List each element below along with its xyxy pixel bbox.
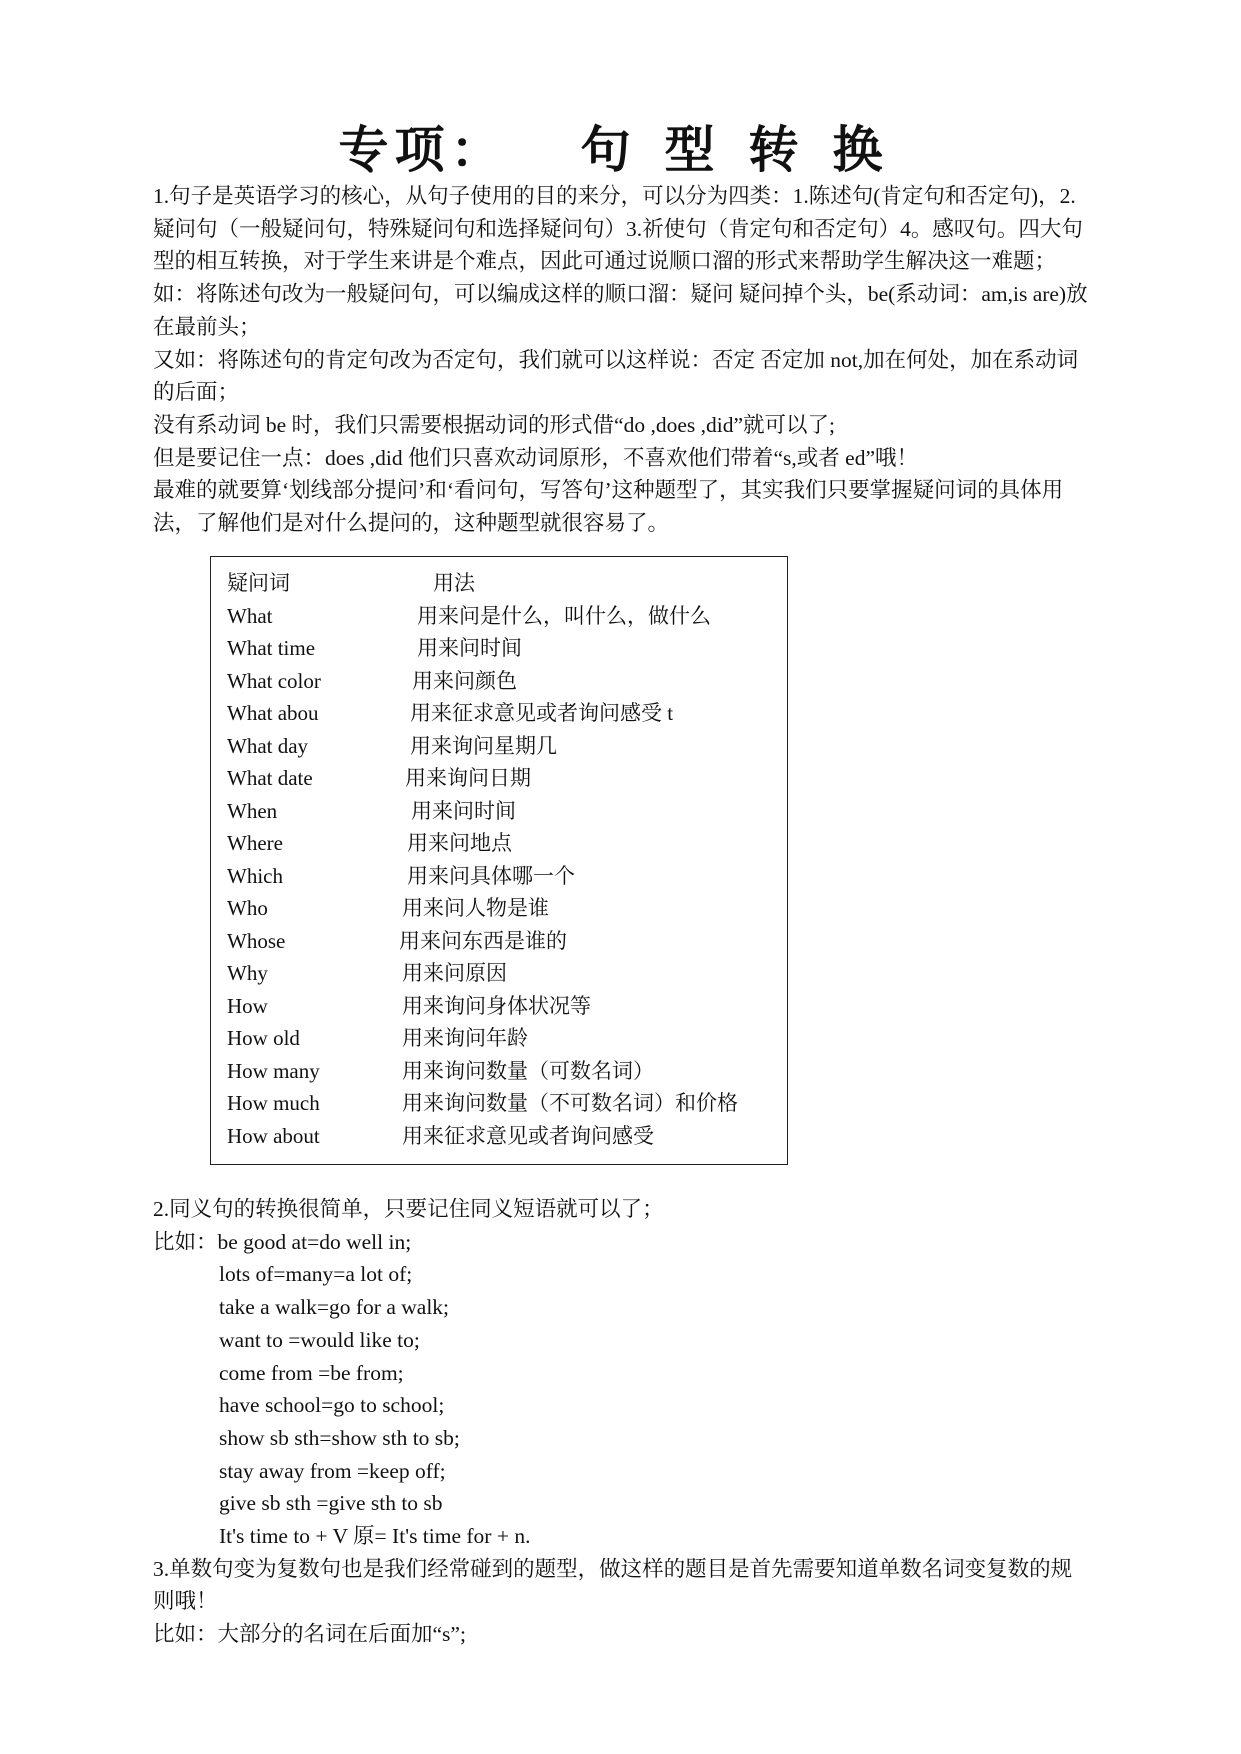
table-header-word: 疑问词 <box>227 571 290 595</box>
question-usage: 用来问地点 <box>407 831 512 855</box>
phrase-line: show sb sth=show sth to sb; <box>219 1425 460 1450</box>
question-word: How old <box>227 1026 300 1050</box>
question-word: How about <box>227 1123 320 1148</box>
intro-section <box>153 180 1093 540</box>
question-usage: 用来问时间 <box>411 798 516 823</box>
question-word-table <box>210 556 788 1165</box>
page-title <box>0 110 1241 182</box>
question-usage: 用来征求意见或者询问感受 t <box>410 701 674 725</box>
phrase-line: take a walk=go for a walk; <box>219 1295 450 1320</box>
example-lead: 比如： <box>153 1229 218 1254</box>
phrase: be good at=do well in; <box>217 1229 412 1254</box>
question-word: What color <box>227 668 321 693</box>
title-char: 型 <box>664 120 721 179</box>
question-usage: 用来问是什么，叫什么，做什么 <box>417 603 711 628</box>
intro-paragraph: 但是要记住一点：does ,did 他们只喜欢动词原形，不喜欢他们带着“s,或者 ed”哦！ <box>153 445 919 470</box>
question-usage: 用来征求意见或者询问感受 <box>402 1123 654 1148</box>
example-line: 比如：大部分的名词在后面加“s”; <box>153 1622 466 1647</box>
title-char: 转 <box>748 120 805 179</box>
question-usage: 用来问人物是谁 <box>402 896 549 920</box>
intro-paragraph: 最难的就要算‘划线部分提问’和‘看问句，写答句’这种题型了，其实我们只要掌握疑问词的具体用法，了解他们是对什么提问的，这种题型就很容易了。 <box>153 478 1064 536</box>
question-usage: 用来问原因 <box>402 961 507 985</box>
phrase-line: have school=go to school; <box>219 1393 445 1418</box>
question-usage: 用来询问数量（不可数名词）和价格 <box>402 1091 738 1115</box>
question-usage: 用来问东西是谁的 <box>399 928 567 953</box>
question-word: What day <box>227 733 309 758</box>
question-word: Whose <box>227 928 286 953</box>
section-heading: 2.同义句的转换很简单，只要记住同义短语就可以了； <box>153 1197 664 1221</box>
phrase-line <box>153 1226 1093 1259</box>
table-header-usage: 用法 <box>433 571 475 595</box>
question-word: Who <box>227 896 268 920</box>
question-word: What abou <box>227 701 319 725</box>
title-char: 句 <box>580 120 637 179</box>
section-2 <box>153 1193 1093 1651</box>
phrase-line: give sb sth =give sth to sb <box>219 1491 443 1516</box>
title-prefix: 专项： <box>338 120 507 179</box>
phrase-line: want to =would like to; <box>219 1327 420 1352</box>
question-usage: 用来询问数量（可数名词） <box>402 1058 654 1083</box>
question-word: How <box>227 993 268 1018</box>
question-word: How much <box>227 1091 320 1115</box>
intro-paragraph: 1.句子是英语学习的核心，从句子使用的目的来分，可以分为四类：1.陈述句(肯定句和否定句)，2.疑问句（一般疑问句，特殊疑问句和选择疑问句）3.祈使句（肯定句和否定句）4。感叹句。四大句型的相互转换，对于学生来讲是个难点，因此可通过说顺口溜的形式来帮助学生解决这一难题； <box>153 184 1083 274</box>
question-word: When <box>227 798 278 823</box>
phrase-line: lots of=many=a lot of; <box>219 1262 413 1287</box>
question-word: How many <box>227 1058 320 1083</box>
phrase-line: It's time to + V 原= It's time for + n. <box>219 1524 531 1549</box>
section-heading: 3.单数句变为复数句也是我们经常碰到的题型，做这样的题目是首先需要知道单数名词变复数的规则哦！ <box>153 1556 1073 1614</box>
intro-paragraph: 又如：将陈述句的肯定句改为否定句，我们就可以这样说：否定 否定加 not,加在何处，加在系动词的后面； <box>153 347 1079 405</box>
phrase-line: stay away from =keep off; <box>219 1458 446 1483</box>
question-word: Why <box>227 961 268 985</box>
question-word: Which <box>227 863 283 888</box>
question-word: What time <box>227 636 316 660</box>
title-char: 换 <box>832 120 889 179</box>
intro-paragraph: 没有系动词 be 时，我们只需要根据动词的形式借“do ,does ,did”就可以了; <box>153 412 835 437</box>
question-word: What <box>227 603 273 628</box>
intro-paragraph: 如：将陈述句改为一般疑问句，可以编成这样的顺口溜：疑问 疑问掉个头，be(系动词：am,is are)放在最前头； <box>153 282 1088 339</box>
question-usage: 用来询问星期几 <box>410 733 557 758</box>
question-word: Where <box>227 831 283 855</box>
question-usage: 用来问具体哪一个 <box>407 863 575 888</box>
phrase-line: come from =be from; <box>219 1360 404 1385</box>
question-usage: 用来询问日期 <box>405 766 531 790</box>
question-usage: 用来询问年龄 <box>402 1026 528 1050</box>
question-usage: 用来问时间 <box>417 636 522 660</box>
question-usage: 用来问颜色 <box>412 668 517 693</box>
question-usage: 用来询问身体状况等 <box>402 993 591 1018</box>
question-word: What date <box>227 766 313 790</box>
